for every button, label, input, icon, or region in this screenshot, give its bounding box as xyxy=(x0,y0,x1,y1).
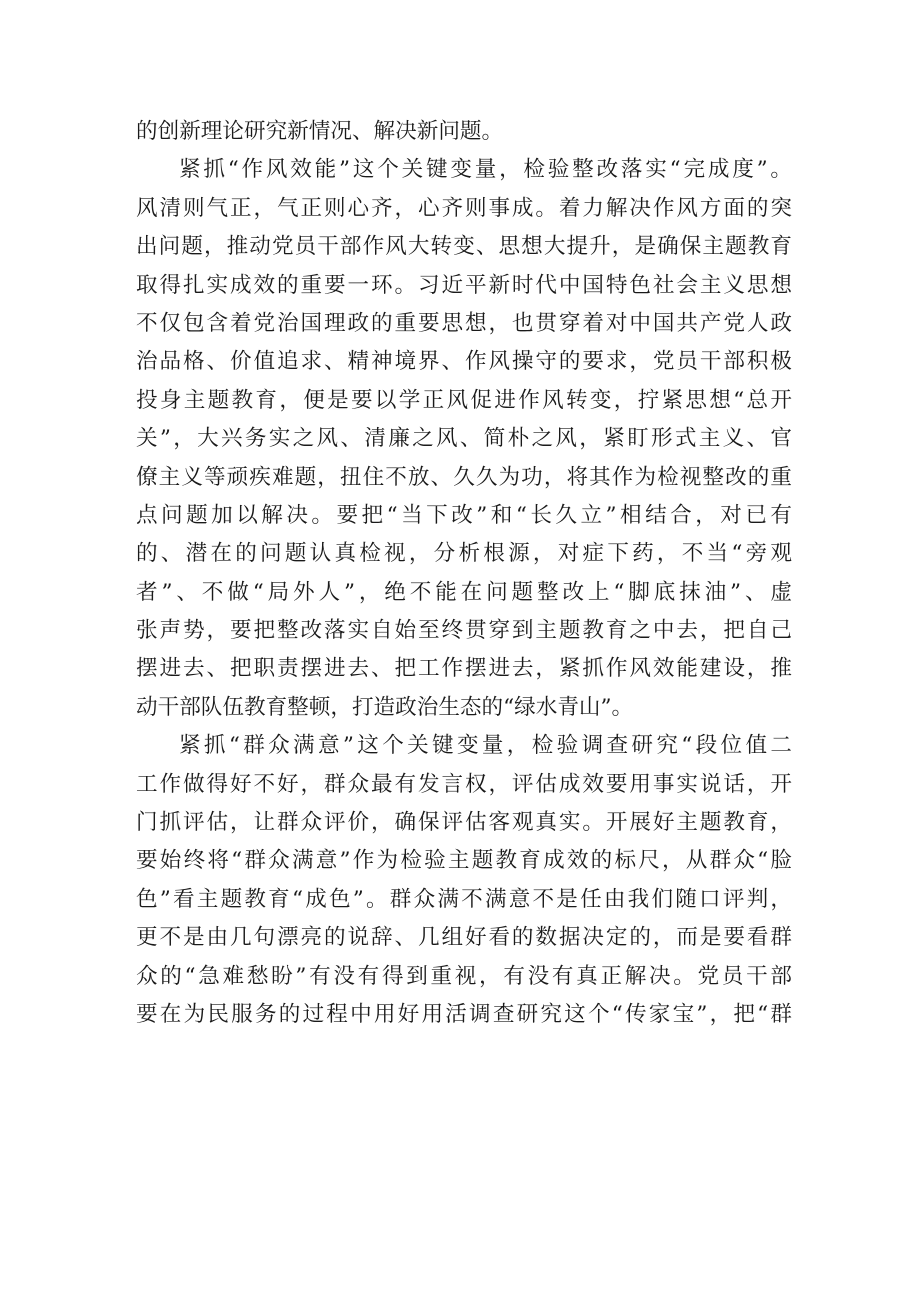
text-line: 治品格、价值追求、精神境界、作风操守的要求，党员干部积极 xyxy=(136,349,792,375)
text-line: 要在为民服务的过程中用好用活调查研究这个“传家宝”，把“群 xyxy=(136,1001,792,1027)
document-body xyxy=(136,113,792,1034)
text-line: 出问题，推动党员干部作风大转变、思想大提升，是确保主题教育 xyxy=(136,234,792,260)
paragraph-2 xyxy=(136,151,792,727)
text-line: 者”、不做“局外人”，绝不能在问题整改上“脚底抹油”、虚 xyxy=(136,579,792,605)
text-line: 僚主义等顽疾难题，扭住不放、久久为功，将其作为检视整改的重 xyxy=(136,464,792,490)
text-line: 张声势，要把整改落实自始至终贯穿到主题教育之中去，把自己 xyxy=(136,618,792,644)
text-line: 要始终将“群众满意”作为检验主题教育成效的标尺，从群众“脸 xyxy=(136,848,792,874)
text-line: 摆进去、把职责摆进去、把工作摆进去，紧抓作风效能建设，推 xyxy=(136,656,792,682)
paragraph-1 xyxy=(136,113,792,151)
text-line: 紧抓“群众满意”这个关键变量，检验调查研究“段位值二 xyxy=(179,733,792,759)
text-line: 动干部队伍教育整顿，打造政治生态的“绿水青山”。 xyxy=(136,694,634,720)
text-line: 点问题加以解决。要把“当下改”和“长久立”相结合，对已有 xyxy=(136,502,792,528)
text-line: 门抓评估，让群众评价，确保评估客观真实。开展好主题教育， xyxy=(136,810,792,836)
text-line: 不仅包含着党治国理政的重要思想，也贯穿着对中国共产党人政 xyxy=(136,310,792,336)
text-line: 众的“急难愁盼”有没有得到重视，有没有真正解决。党员干部 xyxy=(136,963,792,989)
text-line: 更不是由几句漂亮的说辞、几组好看的数据决定的，而是要看群 xyxy=(136,925,792,951)
text-line: 投身主题教育，便是要以学正风促进作风转变，拧紧思想“总开 xyxy=(136,387,792,413)
text-line: 工作做得好不好，群众最有发言权，评估成效要用事实说话，开 xyxy=(136,771,792,797)
text-line: 紧抓“作风效能”这个关键变量，检验整改落实“完成度”。 xyxy=(179,157,792,183)
text-line: 的创新理论研究新情况、解决新问题。 xyxy=(136,119,504,144)
text-line: 取得扎实成效的重要一环。习近平新时代中国特色社会主义思想 xyxy=(136,272,792,298)
text-line: 色”看主题教育“成色”。群众满不满意不是任由我们随口评判， xyxy=(136,886,792,912)
text-line: 风清则气正，气正则心齐，心齐则事成。着力解决作风方面的突 xyxy=(136,195,792,221)
text-line: 的、潜在的问题认真检视，分析根源，对症下药，不当“旁观 xyxy=(136,541,792,567)
text-line: 关”，大兴务实之风、清廉之风、简朴之风，紧盯形式主义、官 xyxy=(136,426,792,452)
paragraph-3 xyxy=(136,727,792,1034)
